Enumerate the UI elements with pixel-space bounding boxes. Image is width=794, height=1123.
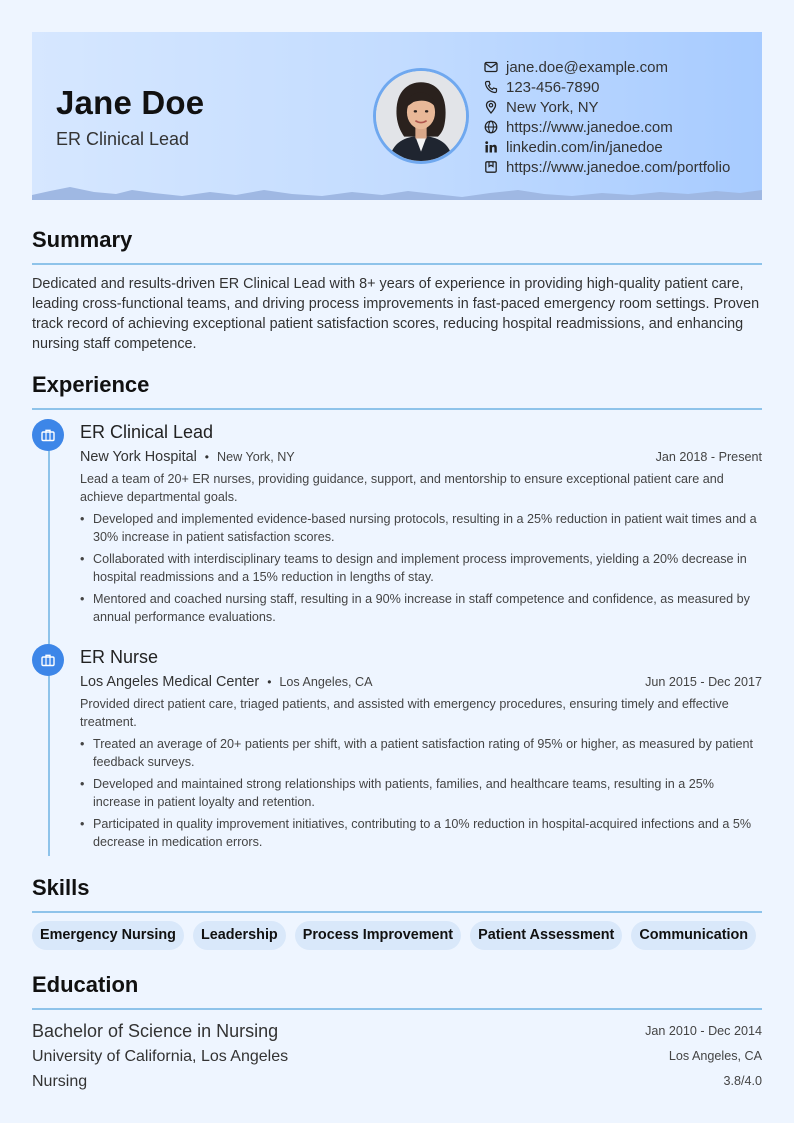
skill-chip: Communication — [631, 921, 756, 950]
job-meta — [80, 669, 762, 695]
achievement-bullet: • Mentored and coached nursing staff, resulting in a 90% increase in staff competence and confidence, as measured by annual performance evaluations. — [80, 590, 762, 626]
location-pin-icon — [484, 100, 498, 114]
experience-item — [80, 420, 762, 630]
achievement-bullet: • Developed and implemented evidence-based nursing protocols, resulting in a 25% reduction in patient wait times and a 30% increase in patient satisfaction scores. — [80, 510, 762, 546]
contact-email-text: jane.doe@example.com — [506, 58, 668, 76]
education-school-row — [32, 1044, 762, 1069]
job-dates: Jun 2015 - Dec 2017 — [645, 675, 762, 689]
skills-list — [32, 921, 756, 950]
summary-text: Dedicated and results-driven ER Clinical Lead with 8+ years of experience in providing high-quality patient care, leading cross-functional teams, and driving process improvements in fast-paced emergency room settings. Proven track record of achieving exceptional patient satisfaction scores, reducing hospital readmissions, and enhancing nursing staff competence. — [32, 276, 760, 352]
achievement-bullet: • Developed and maintained strong relationships with patients, families, and healthcare teams, resulting in a 25% increase in patient loyalty and retention. — [80, 775, 762, 811]
job-achievements — [80, 735, 762, 851]
contact-linkedin-text: linkedin.com/in/janedoe — [506, 138, 663, 156]
separator-dot: • — [204, 450, 209, 464]
contact-linkedin[interactable] — [484, 137, 730, 157]
header-wave-decoration — [32, 184, 762, 200]
company-name: Los Angeles Medical Center — [80, 674, 260, 690]
job-location: New York, NY — [217, 450, 295, 464]
contact-email[interactable] — [484, 57, 730, 77]
contact-location — [484, 97, 730, 117]
contact-list — [484, 57, 730, 177]
contact-location-text: New York, NY — [506, 98, 599, 116]
school-name: University of California, Los Angeles — [32, 1048, 289, 1065]
profile-photo-illustration — [376, 71, 466, 161]
portfolio-icon — [484, 160, 498, 174]
achievement-bullet: • Treated an average of 20+ patients per shift, with a patient satisfaction rating of 95% or higher, as measured by patient feedback surveys. — [80, 735, 762, 771]
experience-item — [80, 645, 762, 855]
briefcase-icon — [32, 419, 64, 451]
summary-heading: Summary — [32, 227, 133, 252]
summary-divider — [32, 263, 762, 265]
experience-heading: Experience — [32, 372, 150, 397]
job-title: ER Nurse — [80, 647, 159, 667]
education-field-row — [32, 1069, 762, 1094]
job-description: Provided direct patient care, triaged patients, and assisted with emergency procedures, ensuring timely and effective treatment. — [80, 697, 729, 729]
skill-chip: Patient Assessment — [470, 921, 622, 950]
job-dates: Jan 2018 - Present — [655, 450, 762, 464]
contact-phone[interactable] — [484, 77, 730, 97]
education-dates: Jan 2010 - Dec 2014 — [645, 1024, 762, 1038]
job-title: ER Clinical Lead — [80, 422, 214, 442]
resume-header — [32, 32, 762, 200]
skill-chip: Leadership — [193, 921, 286, 950]
job-location: Los Angeles, CA — [279, 675, 373, 689]
job-meta — [80, 444, 762, 470]
linkedin-icon — [484, 140, 498, 154]
school-location: Los Angeles, CA — [668, 1049, 762, 1063]
skill-chip: Emergency Nursing — [32, 921, 184, 950]
achievement-bullet: • Collaborated with interdisciplinary teams to design and implement process improvements, yielding a 20% decrease in hospital readmissions and a 15% reduction in lengths of stay. — [80, 550, 762, 586]
education-heading: Education — [32, 972, 139, 997]
company-name: New York Hospital — [80, 449, 197, 465]
education-divider — [32, 1008, 762, 1010]
skills-divider — [32, 911, 762, 913]
job-achievements — [80, 510, 762, 626]
contact-phone-text: 123-456-7890 — [506, 78, 600, 96]
degree-name: Bachelor of Science in Nursing — [32, 1021, 279, 1041]
skill-chip: Process Improvement — [295, 921, 461, 950]
job-description: Lead a team of 20+ ER nurses, providing guidance, support, and mentorship to ensure exceptional patient care and achieve departmental goals. — [80, 472, 724, 504]
globe-icon — [484, 120, 498, 134]
achievement-bullet: • Participated in quality improvement initiatives, contributing to a 10% reduction in hospital-acquired infections and a 5% decrease in medication errors. — [80, 815, 762, 851]
contact-portfolio[interactable] — [484, 157, 730, 177]
experience-divider — [32, 408, 762, 410]
contact-website[interactable] — [484, 117, 730, 137]
skills-heading: Skills — [32, 875, 90, 900]
briefcase-icon — [32, 644, 64, 676]
profile-photo — [373, 68, 469, 164]
candidate-name: Jane Doe — [56, 84, 205, 121]
phone-icon — [484, 80, 498, 94]
gpa: 3.8/4.0 — [723, 1074, 762, 1088]
contact-website-text: https://www.janedoe.com — [506, 118, 673, 136]
field-of-study: Nursing — [32, 1073, 88, 1090]
separator-dot: • — [267, 675, 272, 689]
email-icon — [484, 60, 498, 74]
contact-portfolio-text: https://www.janedoe.com/portfolio — [506, 158, 731, 176]
education-degree-row — [32, 1019, 762, 1044]
education-item — [32, 1019, 762, 1094]
candidate-headline: ER Clinical Lead — [56, 129, 190, 149]
